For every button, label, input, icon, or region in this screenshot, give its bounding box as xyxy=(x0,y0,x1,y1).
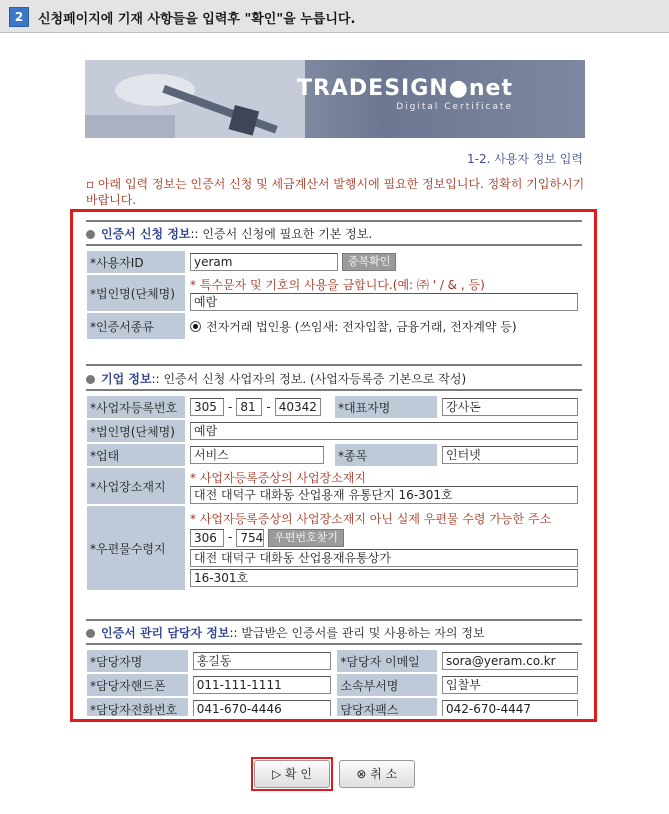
user-id-input[interactable]: yeram xyxy=(190,253,338,271)
section-bullet-icon xyxy=(86,375,95,384)
ceo-input[interactable]: 강사돈 xyxy=(442,398,578,416)
manager-fax-label: 담당자팩스 xyxy=(337,698,437,716)
manager-email-label: *담당자 이메일 xyxy=(337,650,437,672)
biz-no-part1-input[interactable]: 305 xyxy=(190,398,224,416)
cert-type-label: *인증서종류 xyxy=(87,313,185,339)
biz-no-part2-input[interactable]: 81 xyxy=(236,398,262,416)
section-divider xyxy=(86,364,582,366)
manager-table-clip xyxy=(85,648,585,716)
biz-type-label: *업태 xyxy=(87,444,185,466)
section-divider xyxy=(86,220,582,222)
confirm-button[interactable]: ▷ 확 인 xyxy=(254,760,330,788)
cert-type-option: 전자거래 법인용 (쓰임새: 전자입찰, 금융거래, 전자계약 등) xyxy=(206,319,517,334)
manager-phone-label: *담당자전화번호 xyxy=(87,698,188,716)
zip-dash: - xyxy=(228,530,233,544)
biz-no-label: *사업자등록번호 xyxy=(87,396,185,418)
user-id-label: *사용자ID xyxy=(87,251,185,273)
manager-mobile-input[interactable]: 011-111-1111 xyxy=(193,676,331,694)
confirm-highlight xyxy=(251,757,333,791)
manager-section-title: 인증서 관리 담당자 정보:: 발급받은 인증서를 관리 및 사용하는 자의 정보 xyxy=(86,624,485,641)
step-number-badge: 2 xyxy=(9,7,29,27)
cert-section-title: 인증서 신청 정보:: 인증서 신청에 필요한 기본 정보. xyxy=(86,225,372,242)
mail-address-line2-input[interactable]: 16-301호 xyxy=(190,569,578,587)
manager-mobile-label: *담당자핸드폰 xyxy=(87,674,188,696)
biz-no-dash: - xyxy=(266,399,271,414)
ceo-label: *대표자명 xyxy=(335,396,437,418)
biz-type-input[interactable]: 서비스 xyxy=(190,446,324,464)
section-divider xyxy=(86,619,582,621)
item-label: *종목 xyxy=(335,444,437,466)
manager-name-label: *담당자명 xyxy=(87,650,188,672)
company-section-title: 기업 정보:: 인증서 신청 사업자의 정보. (사업자등록증 기본으로 작성) xyxy=(86,370,466,387)
section-divider xyxy=(86,389,582,391)
biz-address-input[interactable]: 대전 대덕구 대화동 산업용재 유통단지 16-301호 xyxy=(190,486,578,504)
item-input[interactable]: 인터넷 xyxy=(442,446,578,464)
manager-phone-input[interactable]: 041-670-4446 xyxy=(193,700,331,716)
company-corp-name-input[interactable]: 예람 xyxy=(190,422,578,440)
corp-name-label: *법인명(단체명) xyxy=(87,275,185,311)
cert-info-table xyxy=(85,249,583,341)
brand-tagline: Digital Certificate xyxy=(396,102,513,112)
step-subtitle: 1-2. 사용자 정보 입력 xyxy=(466,152,583,166)
mail-address-label: *우편물수령지 xyxy=(87,506,185,590)
biz-address-hint: * 사업자등록증상의 사업장소재지 xyxy=(190,470,366,485)
biz-address-label: *사업장소재지 xyxy=(87,468,185,504)
section-divider xyxy=(86,244,582,246)
corp-name-input[interactable]: 예람 xyxy=(190,293,578,311)
section-divider xyxy=(86,643,582,645)
manager-dept-label: 소속부서명 xyxy=(337,674,437,696)
zip-part2-input[interactable]: 754 xyxy=(236,529,264,547)
manager-name-input[interactable]: 홍길동 xyxy=(193,652,331,670)
manager-dept-input[interactable]: 입찰부 xyxy=(442,676,578,694)
corp-name-hint: * 특수문자 및 기호의 사용을 금합니다.(예: ㈜ ' / & , 등) xyxy=(190,277,485,292)
brand-logo: TRADESIGN●net xyxy=(296,76,513,101)
section-bullet-icon xyxy=(86,629,95,638)
step-title: 신청페이지에 기재 사항들을 입력후 "확인"을 누릅니다. xyxy=(38,12,356,27)
mail-address-line1-input[interactable]: 대전 대덕구 대화동 산업용재유통상가 xyxy=(190,549,578,567)
biz-no-part3-input[interactable]: 40342 xyxy=(275,398,321,416)
cancel-button[interactable]: ⊗ 취 소 xyxy=(339,760,415,788)
biz-no-dash: - xyxy=(228,399,233,414)
zip-search-button[interactable]: 우편번호찾기 xyxy=(268,529,344,547)
zip-part1-input[interactable]: 306 xyxy=(190,529,224,547)
keys-image xyxy=(85,60,305,138)
manager-fax-input[interactable]: 042-670-4447 xyxy=(442,700,578,716)
manager-info-table xyxy=(85,648,583,716)
duplicate-check-button[interactable]: 중복확인 xyxy=(342,253,397,271)
action-buttons xyxy=(251,757,415,791)
section-bullet-icon xyxy=(86,230,95,239)
manager-email-input[interactable]: sora@yeram.co.kr xyxy=(442,652,578,670)
notice-text: ▫ 아래 입력 정보는 인증서 신청 및 세금계산서 발행시에 필요한 정보입니다. 정확히 기입하시기 바랍니다. xyxy=(86,177,585,207)
mail-address-hint: * 사업자등록증상의 사업장소재지 아닌 실제 우편물 수령 가능한 주소 xyxy=(190,511,552,526)
tradesign-banner xyxy=(85,60,585,138)
cert-type-radio[interactable] xyxy=(190,321,201,332)
corp-name-label: *법인명(단체명) xyxy=(87,420,185,442)
company-info-table xyxy=(85,394,583,592)
